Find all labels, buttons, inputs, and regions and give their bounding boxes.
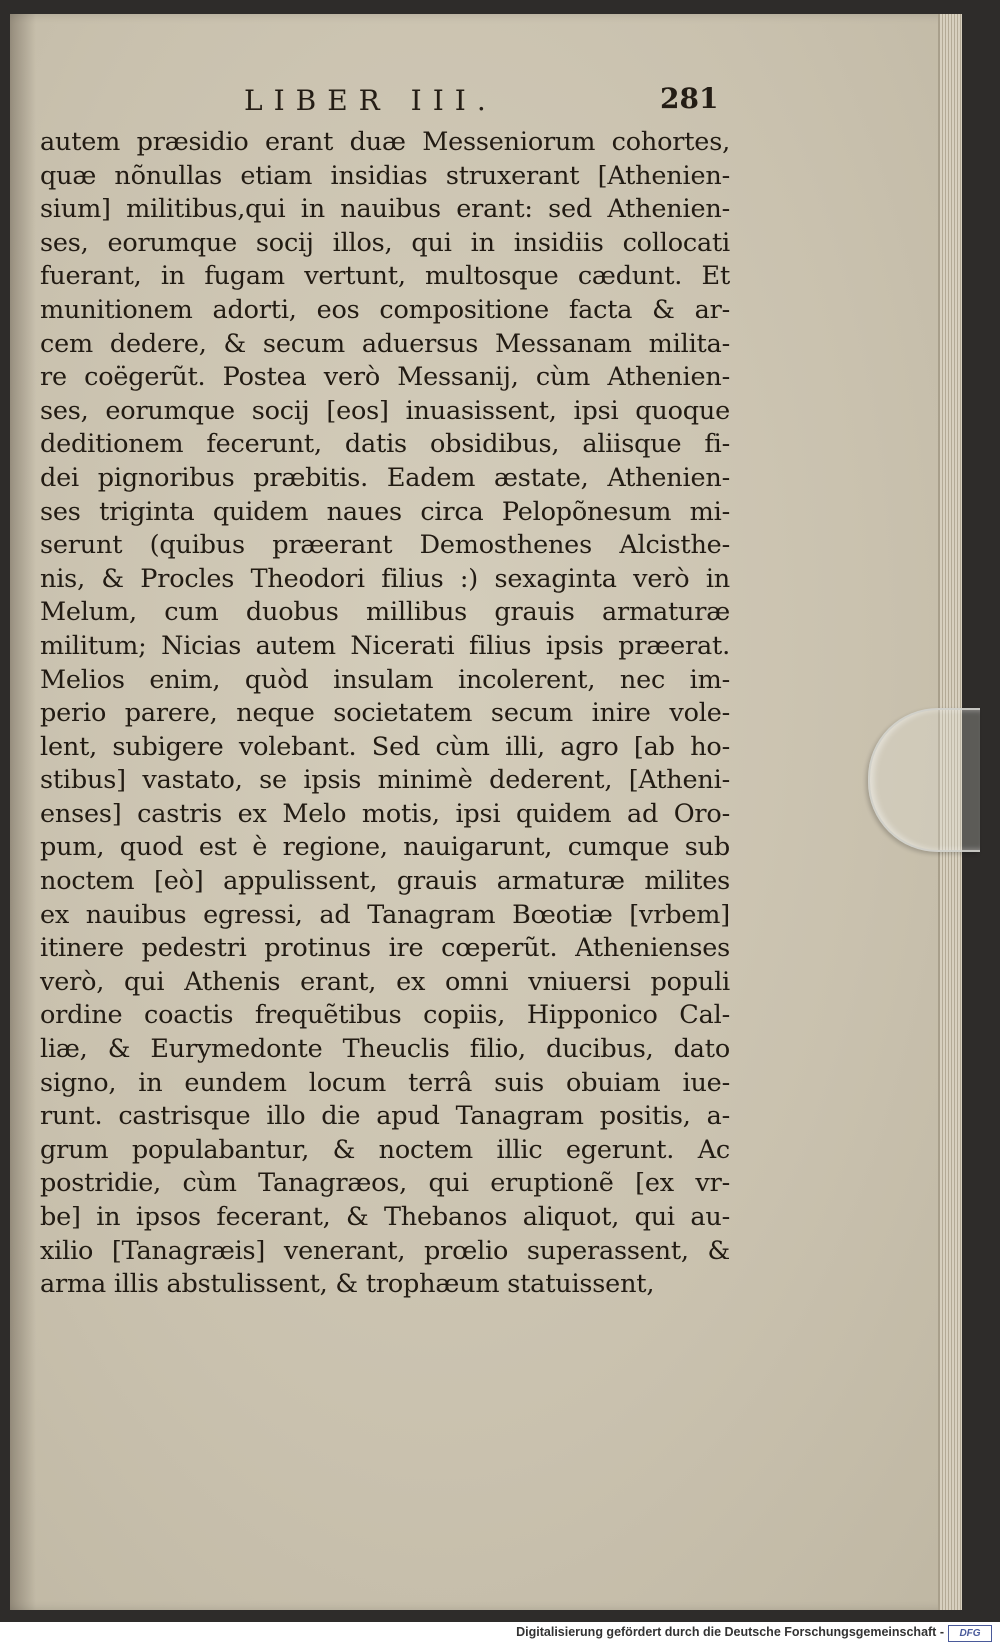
text-line: fuerant, in fugam vertunt, multosque cædunt. Et xyxy=(40,261,730,292)
text-line: signo, in eundem locum terrâ suis obuiam iue- xyxy=(40,1067,730,1098)
text-line: grum populabantur, & noctem illic egerunt. Ac xyxy=(40,1134,730,1165)
running-head: LIBER III. xyxy=(244,84,497,117)
text-line: itinere pedestri protinus ire cœperũt. Athenienses xyxy=(40,933,730,964)
text-line: deditionem fecerunt, datis obsidibus, aliisque fi- xyxy=(40,429,730,460)
text-line: lent, subigere volebant. Sed cùm illi, agro [ab ho- xyxy=(40,731,730,762)
text-line: ex nauibus egressi, ad Tanagram Bœotiæ [vrbem] xyxy=(40,899,730,930)
footer-bar xyxy=(0,1622,1000,1645)
text-line: postridie, cùm Tanagræos, qui eruptionẽ [ex vr- xyxy=(40,1168,730,1199)
spine-shadow xyxy=(10,14,36,1610)
text-line: stibus] vastato, se ipsis minimè dederent, [Atheni- xyxy=(40,765,730,796)
text-line: perio parere, neque societatem secum inire vole- xyxy=(40,698,730,729)
text-line: militum; Nicias autem Nicerati filius ipsis præerat. xyxy=(40,630,730,661)
text-line: sium] militibus,qui in nauibus erant: sed Athenien- xyxy=(40,194,730,225)
text-line: be] in ipsos fecerant, & Thebanos aliquot, qui au- xyxy=(40,1202,730,1232)
text-line: re coëgerũt. Postea verò Messanij, cùm Athenien- xyxy=(40,362,730,393)
text-line: liæ, & Eurymedonte Theuclis filio, ducibus, dato xyxy=(40,1034,730,1065)
text-line: ses, eorumque socij illos, qui in insidiis collocati xyxy=(40,227,730,258)
dfg-logo: DFG xyxy=(948,1625,992,1642)
text-line: nis, & Procles Theodori filius :) sexaginta verò in xyxy=(40,563,730,594)
text-line: ordine coactis frequẽtibus copiis, Hipponico Cal- xyxy=(40,1000,730,1031)
text-line: arma illis abstulissent, & trophæum statuissent, xyxy=(40,1269,655,1300)
text-line: runt. castrisque illo die apud Tanagram positis, a- xyxy=(40,1101,730,1132)
text-line: ses, eorumque socij [eos] inuasissent, ipsi quoque xyxy=(40,395,730,426)
text-line: ses triginta quidem naues circa Pelopõnesum mi- xyxy=(40,496,730,527)
body-text xyxy=(40,126,730,1302)
text-line: Melios enim, quòd insulam incolerent, nec im- xyxy=(40,664,730,695)
text-line: quæ nõnullas etiam insidias struxerant [Athenien- xyxy=(40,160,730,191)
text-line: autem præsidio erant duæ Messeniorum cohortes, xyxy=(40,127,730,157)
text-line: enses] castris ex Melo motis, ipsi quidem ad Oro- xyxy=(40,798,730,829)
text-line: verò, qui Athenis erant, ex omni vniuersi populi xyxy=(40,966,730,997)
text-line: munitionem adorti, eos compositione facta & ar- xyxy=(40,294,730,325)
text-line: cem dedere, & secum aduersus Messanam milita- xyxy=(40,328,730,359)
text-line: dei pignoribus præbitis. Eadem æstate, Athenien- xyxy=(40,462,730,493)
text-line: Melum, cum duobus millibus grauis armaturæ xyxy=(40,597,730,628)
funding-credit: Digitalisierung gefördert durch die Deutsche Forschungsgemeinschaft - xyxy=(516,1625,944,1639)
text-line: noctem [eò] appulissent, grauis armaturæ milites xyxy=(40,866,730,897)
page-number: 281 xyxy=(660,82,719,115)
text-line: xilio [Tanagræis] venerant, prœlio superassent, & xyxy=(40,1235,730,1266)
text-line: serunt (quibus præerant Demosthenes Alcisthe- xyxy=(40,530,730,561)
text-line: pum, quod est è regione, nauigarunt, cumque sub xyxy=(40,832,730,863)
